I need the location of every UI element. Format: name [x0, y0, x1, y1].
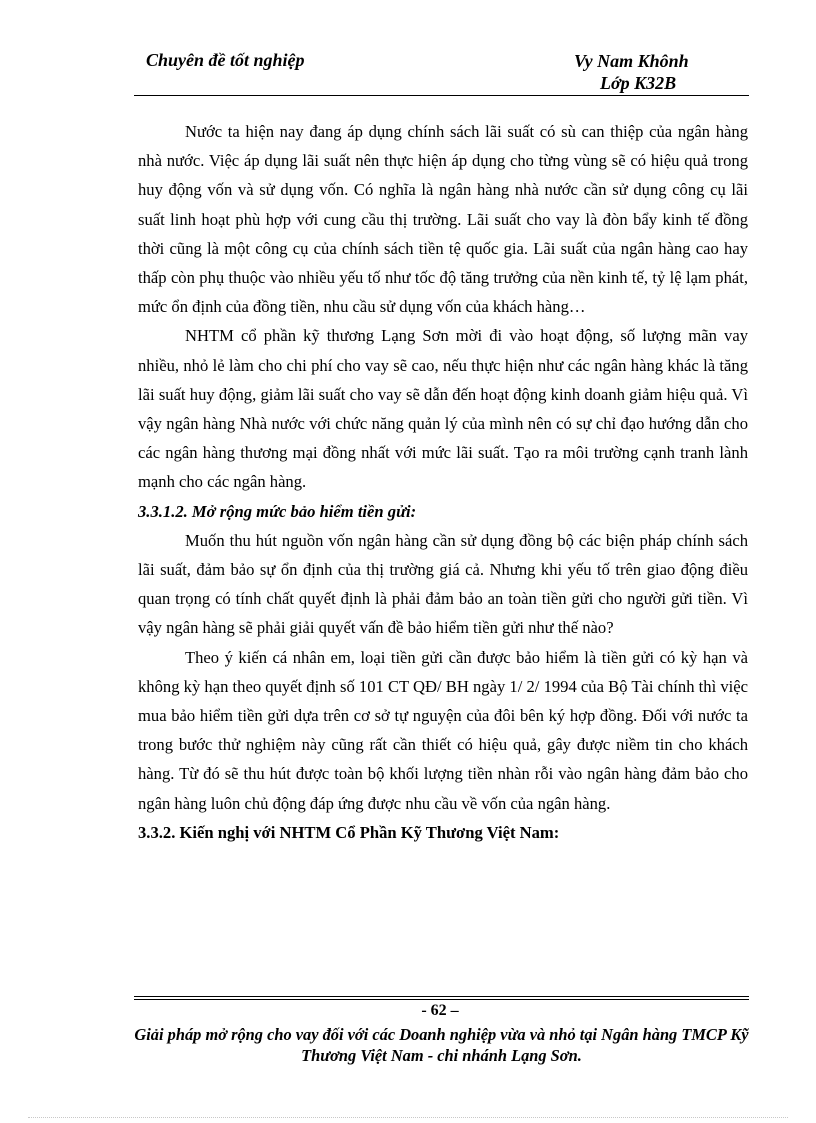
document-body [138, 117, 748, 847]
header-author-name: Vy Nam Khônh [574, 51, 689, 71]
paragraph-nhtm-lang-son: NHTM cổ phần kỹ thương Lạng Sơn mời đi vào hoạt động, số lượng mãn vay nhiều, nhỏ lẻ làm cho chi phí cho vay sẽ cao, nếu thực hiện như các ngân hàng khác là tăng lãi suất huy động, giảm lãi suất cho vay sẽ dẫn đến hoạt động kinh doanh giảm hiệu quả. Vì vậy ngân hàng Nhà nước với chức năng quản lý của mình nên có sự chỉ đạo hướng dẫn cho các ngân hàng thương mại đồng nhất với mức lãi suất. Tạo ra môi trường cạnh tranh lành mạnh cho các ngân hàng. [138, 326, 748, 492]
footer-divider-bottom [134, 999, 749, 1000]
header-class: Lớp K32B [600, 73, 677, 93]
header-divider [134, 95, 749, 96]
paragraph-attract-capital: Muốn thu hút nguồn vốn ngân hàng cần sử dụng đồng bộ các biện pháp chính sách lãi suất, đảm bảo sự ổn định của thị trường giá cả. Nhưng khi yếu tố trên giao động điều quan trọng có tính chất quyết định là phải đảm bảo an toàn tiền gửi cho người gửi tiền. Vì vậy ngân hàng sẽ phải giải quyết vấn đề bảo hiểm tiền gửi như thế nào? [138, 530, 748, 638]
footer-divider-top [134, 996, 749, 997]
paragraph-personal-opinion: Theo ý kiến cá nhân em, loại tiền gửi cần được bảo hiểm là tiền gửi có kỳ hạn và không kỳ hạn theo quyết định số 101 CT QĐ/ BH ngày 1/ 2/ 1994 của Bộ Tài chính thì việc mua bảo hiểm tiền gửi dựa trên cơ sở tự nguyện của đôi bên ký hợp đồng. Đối với nước ta trong bước thử nghiệm này cũng rất cần thiết có hiệu quả, gây được niềm tin cho khách hàng. Từ đó sẽ thu hút được toàn bộ khối lượng tiền nhàn rỗi vào ngân hàng đảm bảo cho ngân hàng luôn chủ động đáp ứng được nhu cầu về vốn của ngân hàng. [138, 647, 748, 813]
paragraph-interest-policy: Nước ta hiện nay đang áp dụng chính sách lãi suất có sù can thiệp của ngân hàng nhà nước. Việc áp dụng lãi suất nên thực hiện áp dụng cho từng vùng sẽ có hiệu quả trong huy động vốn và sử dụng vốn. Có nghĩa là ngân hàng nhà nước cần sử dụng công cụ lãi suất linh hoạt phù hợp với cung cầu thị trường. Lãi suất cho vay là đòn bẩy kinh tế đồng thời cũng là một công cụ của chính sách tiền tệ quốc gia. Lãi suất của ngân hàng cao hay thấp còn phụ thuộc vào nhiều yếu tố như tốc độ tăng trưởng của nền kinh tế, tỷ lệ lạm phát, mức ổn định của đồng tiền, nhu cầu sử dụng vốn của khách hàng… [138, 122, 748, 317]
page-edge-divider [28, 1117, 788, 1118]
page-number: - 62 – [421, 1002, 459, 1019]
header-document-type: Chuyên đề tốt nghiệp [146, 50, 305, 70]
footer-thesis-title: Giải pháp mở rộng cho vay đối với các Doanh nghiệp vừa và nhỏ tại Ngân hàng TMCP Kỹ Thương Việt Nam - chi nhánh Lạng Sơn. [134, 1025, 749, 1065]
section-heading-recommendations: 3.3.2. Kiến nghị với NHTM Cổ Phần Kỹ Thương Việt Nam: [138, 822, 560, 842]
header-author-block [574, 50, 689, 94]
section-heading-deposit-insurance: 3.3.1.2. Mở rộng mức bảo hiểm tiền gửi: [138, 501, 417, 521]
